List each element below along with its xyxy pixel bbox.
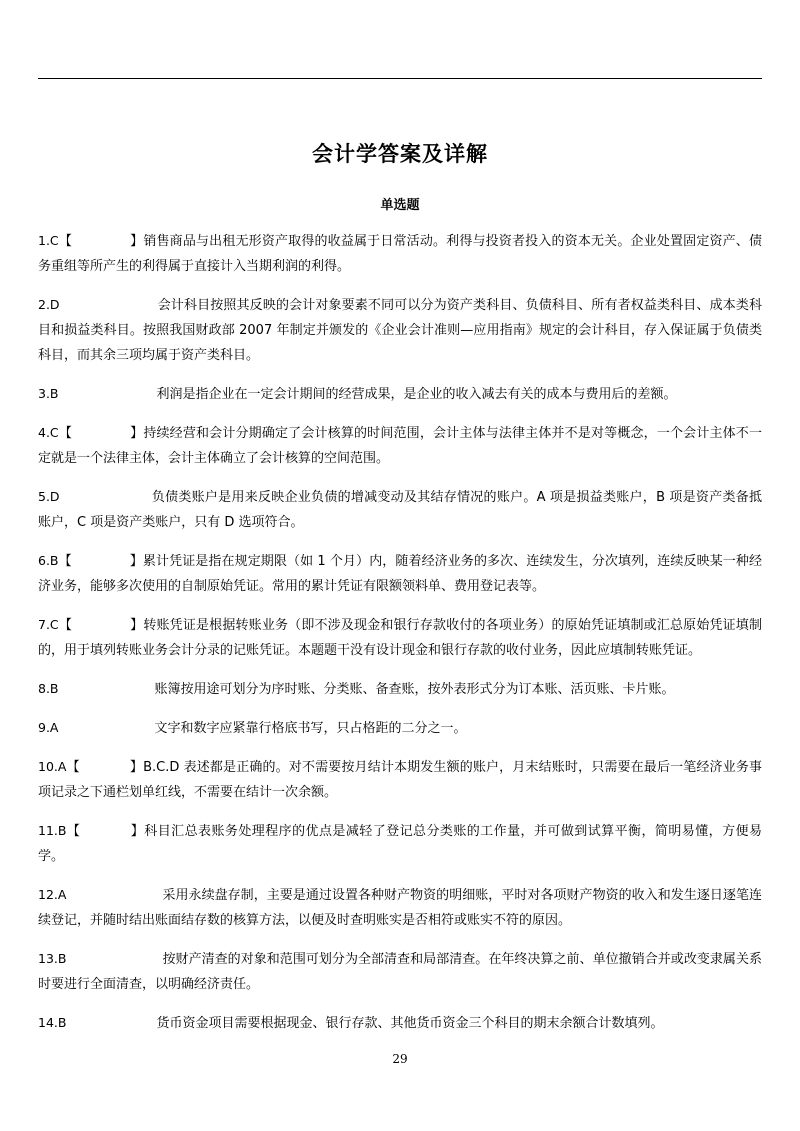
- answer-number: 12.A: [38, 887, 67, 902]
- answer-number: 14.B: [38, 1015, 67, 1030]
- answer-number: 6.B: [38, 553, 59, 568]
- page-number: 29: [392, 1052, 408, 1066]
- answer-item-10: [38, 754, 762, 805]
- bracket-close: 】: [130, 618, 144, 633]
- answer-item-7: [38, 612, 762, 663]
- bracket-open: 【: [58, 426, 72, 441]
- answer-explanation: 持续经营和会计分期确定了会计核算的时间范围，会计主体与法律主体并不是对等概念，一个会计主体不一定就是一个法律主体，会计主体确立了会计核算的空间范围。: [38, 426, 762, 466]
- bracket-close: 】: [130, 824, 145, 839]
- answer-explanation: 转账凭证是根据转账业务（即不涉及现金和银行存款收付的各项业务）的原始凭证填制或汇总原始凭证填制的，用于填列转账业务会计分录的记账凭证。本题题干没有设计现金和银行存款的收付业务，因此应填制转账凭证。: [38, 618, 762, 658]
- answer-number: 13.B: [38, 951, 67, 966]
- answer-explanation: 销售商品与出租无形资产取得的收益属于日常活动。利得与投资者投入的资本无关。企业处置固定资产、债务重组等所产生的利得属于直接计入当期利润的利得。: [38, 234, 762, 274]
- answer-number: 7.C: [38, 617, 59, 632]
- bracket-open: 【: [58, 618, 72, 633]
- answer-item-11: [38, 818, 762, 869]
- bracket-close: 】: [130, 234, 144, 249]
- answer-number: 9.A: [38, 720, 59, 735]
- document-title: 会计学答案及详解: [312, 142, 488, 166]
- answer-item-8: [38, 676, 762, 702]
- answer-explanation: 会计科目按照其反映的会计对象要素不同可以分为资产类科目、负债科目、所有者权益类科目、成本类科目和损益类科目。按照我国财政部 2007 年制定并颁发的《企业会计准则—应用指南》规定的会计科目，存入保证属于负债类科目，而其余三项均属于资产类科目。: [38, 298, 762, 363]
- answer-explanation: 利润是指企业在一定会计期间的经营成果，是企业的收入减去有关的成本与费用后的差额。: [156, 387, 677, 402]
- answer-item-2: [38, 292, 762, 368]
- answer-explanation: 按财产清查的对象和范围可划分为全部清查和局部清查。在年终决算之前、单位撤销合并或改变隶属关系时要进行全面清查，以明确经济责任。: [38, 952, 762, 992]
- answer-number: 1.C: [38, 233, 59, 248]
- answer-number: 3.B: [38, 386, 59, 401]
- answer-number: 4.C: [38, 425, 59, 440]
- bracket-close: 】: [129, 760, 144, 775]
- answer-explanation: 累计凭证是指在规定期限（如 1 个月）内，随着经济业务的多次、连续发生，分次填列，连续反映某一种经济业务，能够多次使用的自制原始凭证。常用的累计凭证有限额领料单、费用登记表等。: [38, 554, 762, 594]
- answer-item-1: [38, 228, 762, 279]
- answer-list: [38, 228, 762, 1041]
- answer-number: 8.B: [38, 681, 59, 696]
- answer-explanation: 账簿按用途可划分为序时账、分类账、备查账，按外表形式分为订本账、活页账、卡片账。: [154, 682, 675, 697]
- answer-item-14: [38, 1010, 762, 1036]
- answer-number: 5.D: [38, 489, 60, 504]
- bracket-open: 【: [58, 554, 72, 569]
- answer-explanation: 文字和数字应紧靠行格底书写，只占格距的二分之一。: [154, 721, 467, 736]
- answer-item-4: [38, 420, 762, 471]
- answer-item-13: [38, 946, 762, 997]
- answer-number: 11.B: [38, 823, 67, 838]
- answer-item-12: [38, 882, 762, 933]
- answer-explanation: 货币资金项目需要根据现金、银行存款、其他货币资金三个科目的期末余额合计数填列。: [156, 1016, 664, 1031]
- answer-explanation: 采用永续盘存制，主要是通过设置各种财产物资的明细账，平时对各项财产物资的收入和发生逐日逐笔连续登记，并随时结出账面结存数的核算方法，以便及时查明账实是否相符或账实不符的原因。: [38, 888, 762, 928]
- bracket-open: 【: [66, 824, 81, 839]
- answer-explanation: 科目汇总表账务处理程序的优点是减轻了登记总分类账的工作量，并可做到试算平衡，简明易懂，方便易学。: [38, 824, 762, 864]
- bracket-close: 】: [129, 554, 143, 569]
- section-title: 单选题: [380, 198, 420, 213]
- bracket-open: 【: [58, 234, 72, 249]
- bracket-open: 【: [66, 760, 80, 775]
- answer-item-9: [38, 715, 762, 741]
- answer-number: 2.D: [38, 297, 60, 312]
- answer-item-3: [38, 381, 762, 407]
- answer-item-5: [38, 484, 762, 535]
- answer-explanation: B.C.D 表述都是正确的。对不需要按月结计本期发生额的账户，月末结账时，只需要在最后一笔经济业务事项记录之下通栏划单红线，不需要在结计一次余额。: [38, 760, 762, 800]
- answer-explanation: 负债类账户是用来反映企业负债的增减变动及其结存情况的账户。A 项是损益类账户，B 项是资产类备抵账户，C 项是资产类账户，只有 D 选项符合。: [38, 490, 762, 530]
- header-rule: [38, 78, 762, 79]
- answer-item-6: [38, 548, 762, 599]
- answer-number: 10.A: [38, 759, 67, 774]
- bracket-close: 】: [130, 426, 144, 441]
